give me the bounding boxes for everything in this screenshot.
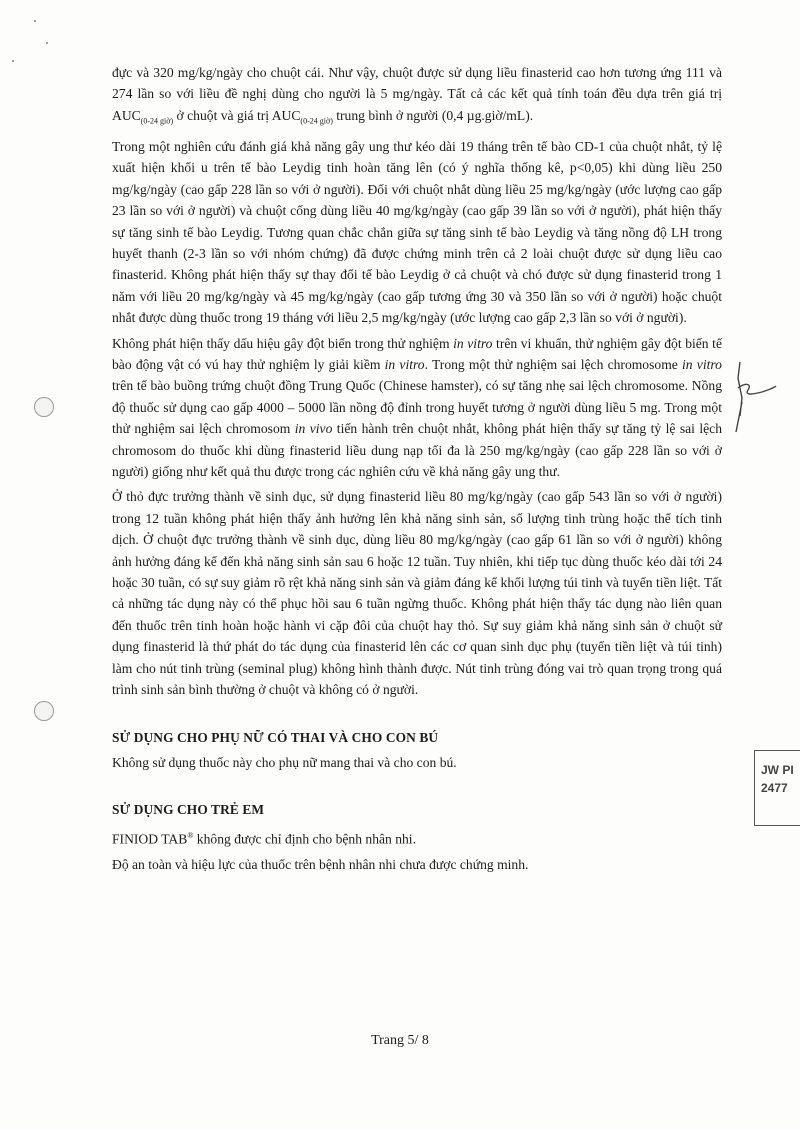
scan-speck — [46, 42, 48, 44]
registered-mark: ® — [187, 830, 194, 840]
p3-text: . Trong một thử nghiệm sai lệch chromosome — [424, 357, 683, 372]
p3-italic: in vitro — [453, 335, 493, 351]
product-rest: không được chỉ định cho bệnh nhân nhi. — [193, 831, 416, 847]
section-body-pregnancy: Không sử dụng thuốc này cho phụ nữ mang thai và cho con bú. — [112, 754, 457, 770]
p3-text: trên vi khuẩn, thử nghiệm gây đột biến tế bào động vật có vú hay thử nghiệm ly giải kiềm — [112, 335, 722, 372]
paragraph-1-tail: trung bình ở người (0,4 µg.giờ/mL). — [332, 107, 534, 123]
stamp-line-2: 2477 — [761, 781, 788, 795]
page-number: Trang 5/ 8 — [371, 1033, 429, 1048]
auc-subscript: (0-24 giờ) — [300, 116, 333, 126]
section-body-children-1 — [112, 825, 722, 850]
punch-hole — [34, 701, 54, 721]
paragraph-4: Ở thỏ đực trưởng thành về sinh dục, sử dụng finasterid liều 80 mg/kg/ngày (cao gấp 543 lần so với ở người) trong 12 tuần không phát hiện thấy ảnh hưởng lên khả năng sinh sản, số lượng tinh trùng hoặc thể tích tinh dịch. Ở chuột đực trưởng thành về sinh dục, dùng liều 80 mg/kg/ngày (cao gấp 61 lần so với ở người) không ảnh hưởng đáng kể đến khả năng sinh sản sau 6 hoặc 12 tuần. Tuy nhiên, khi tiếp tục dùng thuốc kéo dài tới 24 hoặc 30 tuần, có sự suy giảm rõ rệt khả năng sinh sản và giảm đáng kể khối lượng túi tinh và tuyến tiền liệt. Tất cả những tác dụng này có thể phục hồi sau 6 tuần ngừng thuốc. Không phát hiện thấy tác dụng nào liên quan đến thuốc trên tinh hoàn hoặc hành vi cặp đôi của chuột hay thỏ. Sự suy giảm khả năng sinh sản ở chuột sử dụng finasterid là thứ phát do tác dụng của finasterid lên các cơ quan sinh dục phụ (tuyến tiền liệt và túi tinh) làm cho nút tinh trùng (seminal plug) không hình thành được. Nút tinh trùng đóng vai trò quan trọng trong quá trình sinh sản bình thường ở chuột và không có ở người. — [112, 489, 722, 698]
p3-text: Không phát hiện thấy dấu hiệu gây đột biến trong thử nghiệm — [112, 335, 454, 351]
signature-mark — [732, 358, 780, 438]
document-page — [112, 62, 722, 875]
paragraph-3 — [112, 333, 722, 483]
scan-speck — [12, 60, 14, 62]
p3-italic: in vitro — [384, 357, 425, 372]
p3-text: trên tế bào buồng trứng chuột đồng Trung Quốc (Chinese hamster), có sự tăng nhẹ sai lệch chromosome. Nồng độ thuốc sử dụng cao gấp 4000 – 5000 lần nồng độ đỉnh trong huyết tương ở người dùng liều 5 mg. Trong một thử nghiệm sai lệch chromosom — [112, 378, 722, 437]
paragraph-1-text: đực và 320 mg/kg/ngày cho chuột cái. Như vậy, chuột được sử dụng liều finasterid cao hơn tương ứng 111 và 274 lần so với liều đề nghị dùng cho người là 5 mg/ngày. Tất cả các kết quả tính toán đều dựa trên giá trị AUC — [112, 65, 722, 123]
product-name: FINIOD TAB — [112, 831, 188, 847]
p3-italic: in vivo — [294, 421, 333, 437]
p3-italic: in vitro — [682, 357, 722, 372]
auc-subscript: (0-24 giờ) — [140, 116, 174, 126]
scan-speck — [34, 20, 36, 22]
paragraph-1 — [112, 62, 722, 132]
paragraph-1-mid: ở chuột và giá trị AUC — [173, 107, 301, 123]
section-body-children-2: Độ an toàn và hiệu lực của thuốc trên bệnh nhân nhi chưa được chứng minh. — [112, 856, 529, 872]
punch-hole — [34, 397, 54, 417]
section-heading-children: SỬ DỤNG CHO TRẺ EM — [112, 802, 265, 818]
stamp-line-1: JW PI — [761, 763, 794, 777]
paragraph-2: Trong một nghiên cứu đánh giá khả năng gây ung thư kéo dài 19 tháng trên tế bào CD-1 của chuột nhắt, tỷ lệ xuất hiện khối u trên tế bào Leydig tinh hoàn tăng lên (có ý nghĩa thống kê, p<0,05) khi dùng liều 250 mg/kg/ngày (cao gấp 228 lần so với ở người). Đối với chuột nhắt dùng liều 25 mg/kg/ngày (ước lượng cao gấp 23 lần so với ở người) và chuột cống dùng liều 40 mg/kg/ngày (cao gấp 39 lần so với ở người), phát hiện thấy sự tăng sinh tế bào Leydig. Tương quan chắc chắn giữa sự tăng sinh tế bào Leydig và tăng nồng độ LH trong huyết thanh (2-3 lần so với nhóm chứng) đã được chứng minh trên cả 2 loài chuột được sử dụng liều cao finasterid. Không phát hiện thấy sự thay đổi tế bào Leydig ở cả chuột và chó được sử dụng finasterid trong 1 năm với liều 20 mg/kg/ngày và 45 mg/kg/ngày (cao gấp tương ứng 30 và 350 lần so với ở người) hoặc chuột nhắt được dùng thuốc trong 19 tháng với liều 2,5 mg/kg/ngày (ước lượng cao gấp 2,3 lần so với ở người). — [112, 138, 722, 326]
p3-text: tiến hành trên chuột nhắt, không phát hiện thấy sự tăng tỷ lệ sai lệch chromosom do thuốc khi dùng finasterid liều dung nạp tối đa là 250 mg/kg/ngày (cao gấp 228 lần so với ở người) giống như kết quả thu được trong các nghiên cứu về khả năng gây ung thư. — [112, 421, 722, 480]
document-stamp — [754, 750, 800, 826]
section-heading-pregnancy: SỬ DỤNG CHO PHỤ NỮ CÓ THAI VÀ CHO CON BÚ — [112, 729, 439, 745]
